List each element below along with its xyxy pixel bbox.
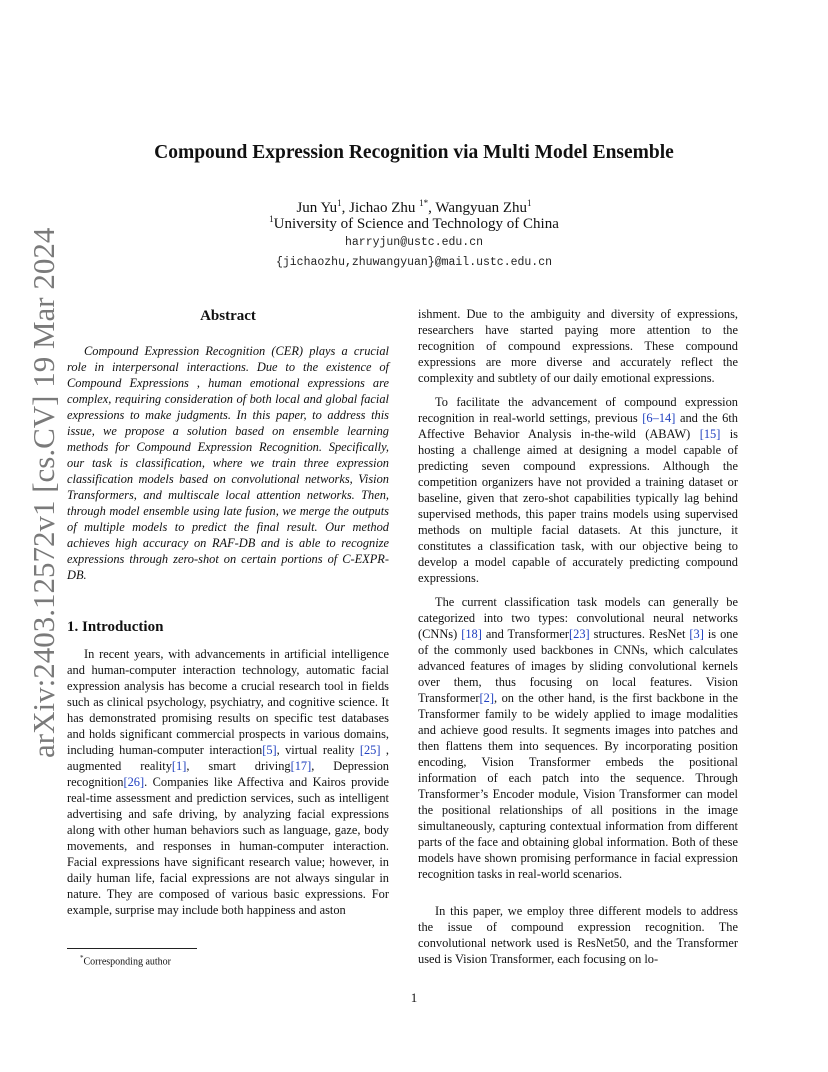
text-run: , augmented reality (67, 743, 389, 773)
text-run: , virtual reality (276, 743, 360, 757)
author-name: Jun Yu (296, 200, 338, 216)
paper-title: Compound Expression Recognition via Multi Model Ensemble (154, 142, 674, 163)
citation-link[interactable]: [3] (689, 627, 704, 641)
citation-link[interactable]: [1] (171, 759, 187, 773)
author-mark: 1 (337, 198, 342, 208)
author-name: Jichao Zhu (349, 200, 416, 216)
text-run: and the 6th Affective Behavior Analysis in-the-wild (ABAW) (418, 411, 738, 441)
arxiv-identifier-graphic (12, 227, 61, 758)
body-paragraph (418, 594, 738, 882)
citation-link[interactable]: [5] (262, 743, 277, 757)
section-heading-introduction: 1. Introduction (67, 619, 164, 635)
affiliation-name: University of Science and Technology of China (273, 216, 559, 232)
text-run: , Depression recognition (67, 759, 389, 789)
right-paragraph-continued (418, 306, 738, 386)
citation-link[interactable]: [26] (123, 775, 145, 789)
right-paragraph-3 (418, 594, 738, 882)
citation-link[interactable]: [23] (569, 627, 590, 641)
footnote (80, 954, 171, 967)
author-list: Jun Yu$^1$, Jichao Zhu $^{1*}$, Wangyuan Zhu$^1$ (296, 198, 532, 216)
arxiv-identifier (12, 227, 61, 758)
text-run: is one of the commonly used backbones in CNNs, which calculates advanced features of images by sliding convolutional kernels over them, thus focusing on local features. Vision Transformer (418, 627, 738, 705)
text-run: and Transformer (481, 627, 570, 641)
affiliation (60, 214, 768, 233)
email-primary[interactable]: harryjun@ustc.edu.cn (344, 236, 484, 249)
text-run: To facilitate the advancement of compound expression recognition in real-world settings, previous (418, 395, 738, 425)
affiliation-mark: 1 (269, 214, 274, 224)
text-run: In recent years, with advancements in artificial intelligence and human-computer interaction technology, automatic facial expression analysis has become a crucial research tool in fields such as clinical psychology, psychiatry, and cognitive science. It has demonstrated promising results on specific test databases and holds significant commercial prospects in various domains, including human-computer interaction (67, 647, 389, 757)
citation-link[interactable]: [6–14] (642, 411, 676, 425)
page-number: 1 (410, 990, 418, 1005)
citation-link[interactable]: [25] (359, 743, 381, 757)
citation-link[interactable]: [15] (699, 427, 721, 441)
footnote-mark: * (80, 954, 84, 962)
abstract-body (67, 343, 389, 583)
text-run: The current classification task models can generally be categorized into two types: convolutional neural networks (CNNs) (418, 595, 738, 641)
body-paragraph: ishment. Due to the ambiguity and diversity of expressions, researchers have started paying more attention to the recognition of compound expressions. These compound expressions are more diverse and accurately reflect the complexity and subtlety of our daily emotional expressions. (418, 307, 738, 385)
footnote-rule (67, 948, 197, 949)
text-run: , on the other hand, is the first backbone in the Transformer family to be widely applied to image modalities and achieve good results. It segments images into patches and then flattens them into sequences. By incorporating position encoding, Vision Transformer embeds the positional information of each patch into the sequence. Through Transformer’s Encoder module, Vision Transformer can model the positional relationships of all positions in the image simultaneously, capturing contextual information from different parts of the face and obtaining global information. Both of these models have shown promising performance in facial expression recognition tasks in real-world scenarios. (418, 691, 738, 881)
body-paragraph: In this paper, we employ three different models to address the issue of compound expression recognition. The convolutional network used is ResNet50, and the Transformer used is Vision Transformer, each focusing on lo- (418, 904, 738, 966)
arxiv-identifier-text: arXiv:2403.12572v1 [cs.CV] 19 Mar 2024 (26, 227, 61, 758)
author-mark: 1* (419, 198, 429, 208)
email-secondary[interactable]: {jichaozhu,zhuwangyuan}@mail.ustc.edu.cn (275, 256, 553, 269)
abstract-heading: Abstract (200, 308, 256, 324)
text-run: . Companies like Affectiva and Kairos provide real-time assessment and prediction services, such as intelligent advertising and safe driving, by analyzing facial expressions along with other human behaviors such as language, gaze, body movements, and responses in human-computer interaction. Facial expressions have significant research value; however, in daily human life, facial expressions are not always singular in nature. They are composed of various basic expressions. For example, surprise may include both happiness and aston (67, 775, 389, 917)
author-mark: 1 (527, 198, 532, 208)
introduction-paragraph (67, 646, 389, 918)
citation-link[interactable]: [2] (479, 691, 494, 705)
abstract-paragraph: Compound Expression Recognition (CER) plays a crucial role in interpersonal interactions. Due to the existence of Compound Expressions , human emotional expressions are complex, requiring consideration of both local and global facial expressions to make judgments. In this paper, to address this issue, we propose a solution based on ensemble learning methods for Compound Expression Recognition. Specifically, our task is classification, where we train three expression classification models based on convolutional networks, Vision Transformers, and multiscale local attention networks. Then, through model ensemble using late fusion, we merge the outputs of multiple models to predict the final result. Our method achieves high accuracy on RAF-DB and is able to recognize expressions through zero-shot on certain portions of C-EXPR-DB. (67, 344, 389, 582)
text-run: , smart driving (186, 759, 291, 773)
right-paragraph-4 (418, 903, 738, 967)
citation-link[interactable]: [18] (461, 627, 482, 641)
author-name: Wangyuan Zhu (435, 200, 528, 216)
body-paragraph (418, 394, 738, 586)
footnote-text: Corresponding author (83, 956, 171, 968)
introduction-body (67, 646, 389, 918)
text-run: structures. ResNet (589, 627, 690, 641)
citation-link[interactable]: [17] (290, 759, 312, 773)
right-paragraph-2 (418, 394, 738, 586)
text-run: is hosting a challenge aimed at designing a model capable of predicting seven compound expressions. Although the competition organizers have not provided a training dataset or baseline, given that zero-shot capabilities typically lag behind supervised methods, this paper trains models using supervised methods on multiple facial datasets. At this juncture, it constitutes a classification task, with our objective being to develop a model capable of accurately predicting compound expressions. (418, 427, 738, 585)
